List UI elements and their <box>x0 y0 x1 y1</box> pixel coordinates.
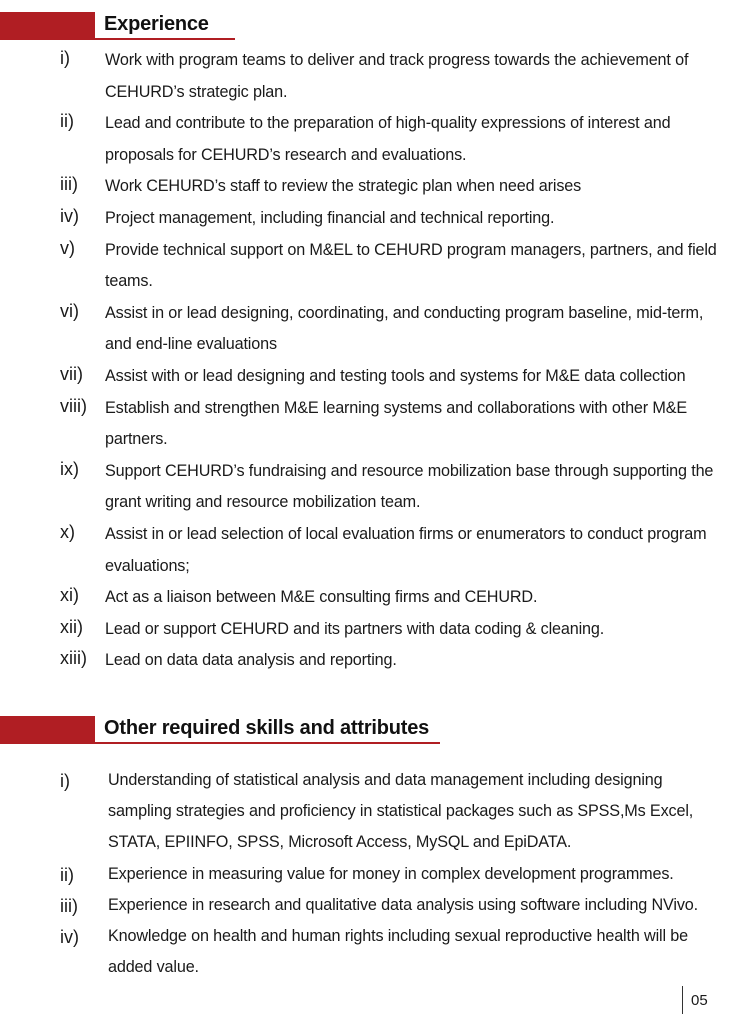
experience-item-text: Provide technical support on M&EL to CEHURD program managers, partners, and field teams. <box>105 240 717 291</box>
skills-list-item <box>0 765 723 859</box>
skills-title: Other required skills and attributes <box>104 717 430 739</box>
experience-item-number: ii) <box>60 111 74 132</box>
experience-item-text: Lead and contribute to the preparation of high-quality expressions of interest and proposals for CEHURD’s research and evaluations. <box>105 114 671 164</box>
skills-item-text: Understanding of statistical analysis and data management including designing sampling strategies and proficiency in statistical packages such as SPSS,Ms Excel, STATA, EPIINFO, SPSS, Microsoft Access, MySQL and EpiDATA. <box>108 771 694 852</box>
skills-item-text: Experience in measuring value for money in complex development programmes. <box>108 864 674 883</box>
experience-list-item <box>0 393 730 456</box>
experience-list-item <box>0 203 730 235</box>
experience-header-rule <box>95 38 235 40</box>
experience-list-item <box>0 614 730 646</box>
experience-item-text: Work CEHURD’s staff to review the strategic plan when need arises <box>105 177 582 196</box>
skills-item-text: Experience in research and qualitative data analysis using software including NVivo. <box>108 895 698 914</box>
skills-header <box>0 704 444 744</box>
skills-item-number: ii) <box>60 864 74 885</box>
experience-list-item <box>0 171 730 203</box>
experience-header <box>0 0 240 40</box>
experience-item-text: Lead on data data analysis and reporting. <box>105 651 397 670</box>
skills-item-number: iv) <box>60 927 79 948</box>
experience-item-number: viii) <box>60 395 87 416</box>
experience-list-item <box>0 456 730 519</box>
experience-list-item <box>0 361 730 393</box>
experience-item-text: Act as a liaison between M&E consulting firms and CEHURD. <box>105 588 538 607</box>
experience-item-number: iii) <box>60 174 78 195</box>
experience-item-number: xi) <box>60 585 79 606</box>
experience-item-number: i) <box>60 48 70 68</box>
experience-list-item <box>0 645 730 677</box>
experience-item-text: Project management, including financial and technical reporting. <box>105 208 555 227</box>
experience-item-number: xiii) <box>60 648 87 669</box>
skills-list-item <box>0 921 723 983</box>
experience-item-text: Establish and strengthen M&E learning systems and collaborations with other M&E partners. <box>105 398 687 449</box>
experience-item-number: x) <box>60 521 75 542</box>
skills-header-bar <box>0 716 95 744</box>
skills-list <box>0 765 723 983</box>
experience-list-item <box>0 45 730 108</box>
experience-item-text: Support CEHURD’s fundraising and resource mobilization base through supporting the grant writing and resource mobilization team. <box>105 461 714 512</box>
experience-item-text: Work with program teams to deliver and track progress towards the achievement of CEHURD’s strategic plan. <box>105 51 689 101</box>
experience-item-number: xii) <box>60 616 83 637</box>
experience-item-text: Assist in or lead designing, coordinating, and conducting program baseline, mid-term, and end-line evaluations <box>105 303 704 354</box>
skills-item-text: Knowledge on health and human rights including sexual reproductive health will be added value. <box>108 927 688 977</box>
page-number: 05 <box>682 986 708 1014</box>
experience-list-item <box>0 298 730 361</box>
experience-item-number: ix) <box>60 458 79 479</box>
experience-item-text: Assist in or lead selection of local evaluation firms or enumerators to conduct program evaluations; <box>105 524 707 575</box>
skills-list-item <box>0 859 723 890</box>
experience-list-item <box>0 108 730 171</box>
experience-list-item <box>0 519 730 582</box>
experience-item-number: iv) <box>60 205 79 226</box>
experience-header-bar <box>0 12 95 40</box>
experience-item-number: vi) <box>60 300 79 321</box>
experience-item-text: Lead or support CEHURD and its partners with data coding & cleaning. <box>105 619 605 638</box>
experience-list-item <box>0 235 730 298</box>
experience-item-number: vii) <box>60 363 83 384</box>
skills-list-item <box>0 890 723 921</box>
skills-item-number: iii) <box>60 895 78 916</box>
skills-header-rule <box>95 742 440 744</box>
experience-list <box>0 45 730 677</box>
experience-title: Experience <box>104 13 209 35</box>
experience-item-text: Assist with or lead designing and testing tools and systems for M&E data collection <box>105 366 686 385</box>
experience-list-item <box>0 582 730 614</box>
experience-item-number: v) <box>60 237 75 258</box>
skills-item-number: i) <box>60 771 70 791</box>
